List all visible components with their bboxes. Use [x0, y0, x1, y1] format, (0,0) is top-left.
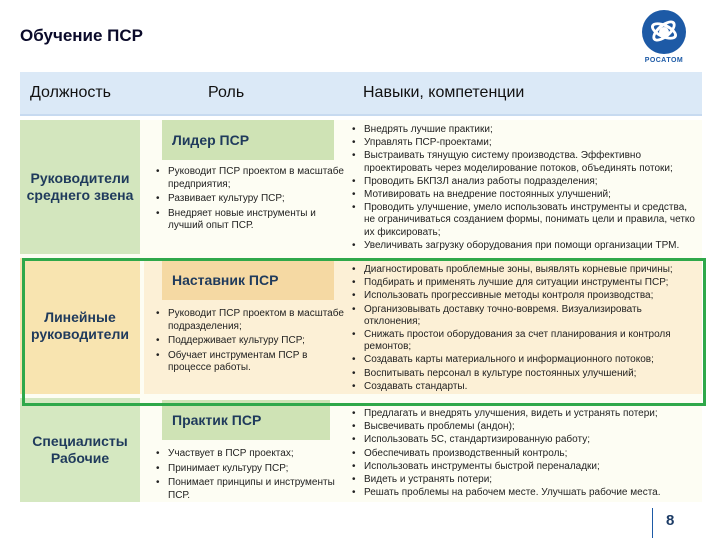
role-duty-item: • Развивает культуру ПСР; [154, 193, 350, 206]
role-duty-item: • Руководит ПСР проектом в масштабе подразделения; [154, 308, 350, 333]
skill-item: • Создавать карты материального и информационного потоков; [350, 354, 696, 366]
highlight-frame [22, 258, 706, 406]
logo-text: РОСАТОМ [644, 57, 684, 64]
level-line-managers: Линейные руководители [20, 258, 140, 394]
role-duty-item: • Внедряет новые инструменты и лучший опыт ПСР. [154, 208, 350, 233]
level-middle-managers: Руководители среднего звена [20, 120, 140, 254]
role-duty-item: • Принимает культуру ПСР; [154, 463, 350, 476]
skill-item: • Увеличивать загрузку оборудования при помощи организации ТРМ. [350, 240, 696, 252]
skill-item: • Воспитывать персонал в культуре постоянных улучшений; [350, 368, 696, 380]
role-mentor: Наставник ПСР [162, 260, 334, 300]
rosatom-logo [636, 10, 692, 72]
header-skills: Навыки, компетенции [363, 84, 525, 101]
role-duties-leader [154, 166, 350, 235]
role-practitioner: Практик ПСР [162, 400, 330, 440]
header-role: Роль [208, 84, 245, 101]
rosatom-atom-icon [642, 10, 686, 54]
page-divider [652, 508, 653, 538]
role-duty-item: • Участвует в ПСР проектах; [154, 448, 350, 461]
header-position: Должность [30, 84, 111, 101]
skill-item: • Использовать инструменты быстрой переналадки; [350, 461, 696, 473]
role-duty-item: • Руководит ПСР проектом в масштабе предприятия; [154, 166, 350, 191]
skill-item: • Подбирать и применять лучшие для ситуации инструменты ПСР; [350, 277, 696, 289]
skill-item: • Диагностировать проблемные зоны, выявлять корневые причины; [350, 264, 696, 276]
skill-item: • Обеспечивать производственный контроль; [350, 448, 696, 460]
slide-title: Обучение ПСР [20, 26, 144, 45]
role-duty-item: • Поддерживает культуру ПСР; [154, 335, 350, 348]
role-duties-practitioner [154, 448, 350, 504]
skill-item: • Видеть и устранять потери; [350, 474, 696, 486]
skill-item: • Проводить БКПЗЛ анализ работы подразделения; [350, 176, 696, 188]
skills-leader [350, 124, 696, 253]
skill-item: • Решать проблемы на рабочем месте. Улучшать рабочие места. [350, 487, 696, 499]
skill-item: • Создавать стандарты. [350, 381, 696, 393]
table-header [20, 72, 702, 116]
skill-item: • Использовать прогрессивные методы контроля производства; [350, 290, 696, 302]
skill-item: • Мотивировать на внедрение постоянных улучшений; [350, 189, 696, 201]
role-duty-item: • Обучает инструментам ПСР в процессе работы. [154, 350, 350, 375]
level-specialists-workers: Специалисты Рабочие [20, 398, 140, 502]
skill-item: • Проводить улучшение, умело использовать инструменты и средства, не ограничиваться созданием формы, понимать цели и правила, четко их фиксировать; [350, 202, 696, 239]
skill-item: • Внедрять лучшие практики; [350, 124, 696, 136]
skill-item: • Предлагать и внедрять улучшения, видеть и устранять потери; [350, 408, 696, 420]
skill-item: • Организовывать доставку точно-вовремя. Визуализировать отклонения; [350, 304, 696, 328]
skills-practitioner [350, 408, 696, 500]
skill-item: • Снижать простои оборудования за счет планирования и контроля ремонтов; [350, 329, 696, 353]
skill-item: • Высвечивать проблемы (андон); [350, 421, 696, 433]
skill-item: • Использовать 5С, стандартизированную работу; [350, 434, 696, 446]
role-leader: Лидер ПСР [162, 120, 334, 160]
skill-item: • Управлять ПСР-проектами; [350, 137, 696, 149]
skill-item: • Выстраивать тянущую систему производства. Эффективно проектировать через моделирование потоков, объединять потоки; [350, 150, 696, 174]
role-duty-item: • Понимает принципы и инструменты ПСР. [154, 477, 350, 502]
page-number: 8 [666, 512, 675, 529]
